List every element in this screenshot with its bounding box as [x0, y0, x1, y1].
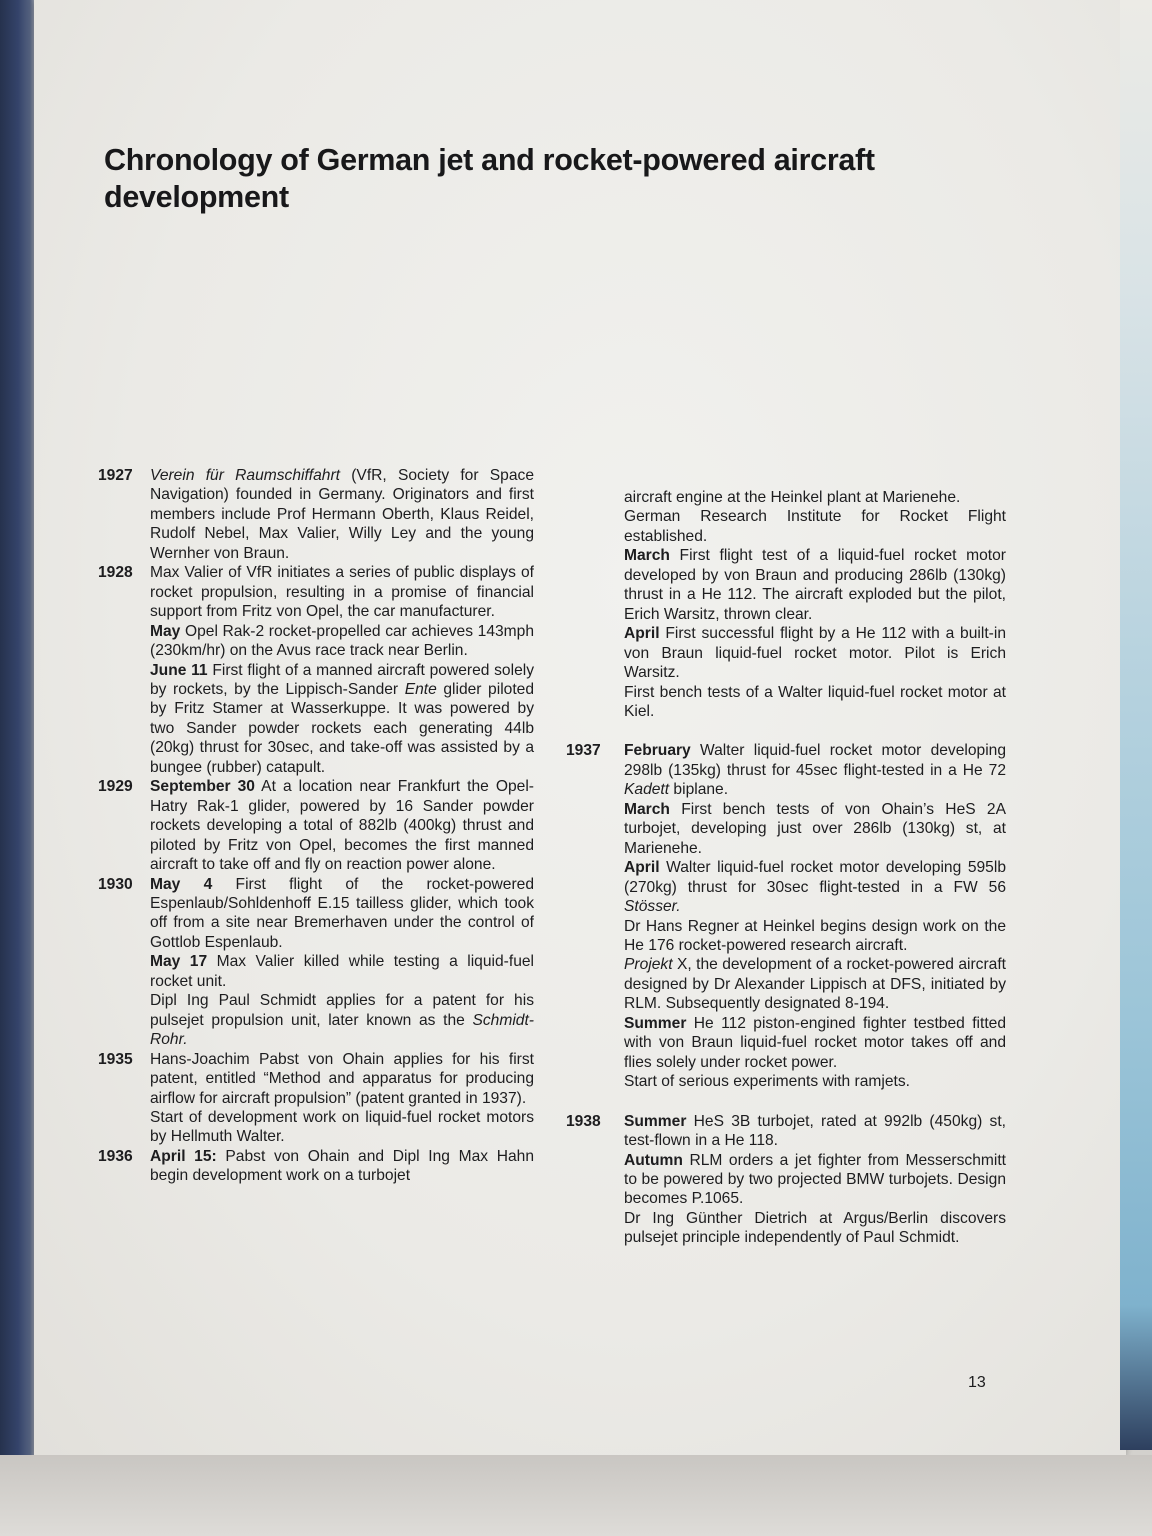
- entry-text: HeS 3B turbojet, rated at 992lb (450kg) st, test-flown in a He 118.: [624, 1112, 1006, 1150]
- italic-term: Stösser.: [624, 898, 681, 916]
- italic-term: Ente: [404, 680, 437, 698]
- entry-paragraph: [624, 488, 1006, 507]
- date-label: April 15:: [150, 1147, 217, 1165]
- entry-text: glider piloted by Fritz Stamer at Wasserkuppe. It was powered by two Sander powder rockets each generating 44lb (20kg) thrust for 30sec, and take-off was assisted by a bungee (rubber) catapult.: [150, 680, 535, 776]
- entry-year: 1936: [98, 1147, 133, 1165]
- entry-paragraph: [150, 991, 534, 1049]
- chronology-entry: [98, 777, 534, 874]
- entry-paragraph: [150, 563, 534, 621]
- entry-paragraph: [624, 1209, 1006, 1248]
- date-label: April: [624, 859, 660, 877]
- date-label: Summer: [624, 1112, 687, 1130]
- entry-text: At a location near Frankfurt the Opel-Hatry Rak-1 glider, powered by 16 Sander powder rockets developing a total of 882lb (400kg) thrust and piloted by Fritz von Opel, becomes the first manned aircraft to take off and fly on reaction power alone.: [150, 778, 534, 874]
- entry-text: Walter liquid-fuel rocket motor developing 298lb (135kg) thrust for 45sec flight-tested in a He 72: [624, 742, 1006, 779]
- entry-paragraph: [624, 1151, 1006, 1209]
- entry-text: Walter liquid-fuel rocket motor developing 595lb (270kg) thrust for 30sec flight-tested in a FW 56: [624, 859, 1006, 896]
- entry-paragraph: [624, 955, 1006, 1013]
- entry-paragraph: [150, 1147, 534, 1186]
- italic-term: Verein für Raumschiffahrt: [150, 467, 341, 484]
- entry-text: Dipl Ing Paul Schmidt applies for a patent for his pulsejet propulsion unit, later known as the: [150, 992, 534, 1029]
- chronology-entry: [98, 1147, 534, 1186]
- entry-paragraph: [150, 466, 534, 563]
- entry-text: German Research Institute for Rocket Flight established.: [624, 508, 1006, 545]
- entry-text: Dr Ing Günther Dietrich at Argus/Berlin discovers pulsejet principle independently of Paul Schmidt.: [624, 1209, 1006, 1247]
- date-label: June 11: [150, 661, 208, 679]
- left-column: [98, 466, 534, 1186]
- chronology-entry: [566, 741, 1006, 1091]
- date-label: May: [150, 622, 181, 640]
- date-label: March: [624, 547, 670, 565]
- entry-body: [624, 741, 1006, 1091]
- entry-text: First bench tests of von Ohain’s HeS 2A turbojet, developing just over 286lb (130kg) st, at Marienehe.: [624, 800, 1006, 857]
- entry-text: RLM orders a jet fighter from Messerschmitt to be powered by two projected BMW turbojets. Design becomes P.1065.: [624, 1151, 1006, 1208]
- chronology-entry: [98, 875, 534, 1050]
- entry-text: Hans-Joachim Pabst von Ohain applies for his first patent, entitled “Method and apparatus for producing airflow for aircraft propulsion” (patent granted in 1937).: [150, 1050, 534, 1107]
- entry-paragraph: [624, 1014, 1006, 1072]
- date-label: May 4: [150, 875, 213, 893]
- entry-paragraph: [624, 800, 1006, 858]
- entry-paragraph: [150, 622, 534, 661]
- entry-year: [566, 488, 624, 721]
- entry-body: [150, 1147, 534, 1186]
- page-number: 13: [968, 1374, 986, 1391]
- entry-text: Dr Hans Regner at Heinkel begins design work on the He 176 rocket-powered research aircraft.: [624, 917, 1006, 954]
- date-label: February: [624, 742, 691, 760]
- entry-paragraph: [624, 624, 1006, 682]
- italic-term: Kadett: [624, 781, 670, 799]
- entry-paragraph: [150, 1050, 534, 1108]
- chronology-entry: [566, 488, 1006, 721]
- entry-paragraph: [150, 875, 534, 953]
- entry-year: 1928: [98, 564, 133, 582]
- date-label: March: [624, 800, 670, 818]
- entry-text: First flight of the rocket-powered Espenlaub/Sohldenhoff E.15 tailless glider, which took off from a site near Bremerhaven under the control of Gottlob Espenlaub.: [150, 875, 534, 951]
- entry-text: Start of development work on liquid-fuel rocket motors by Hellmuth Walter.: [150, 1108, 534, 1146]
- entry-text: biplane.: [669, 781, 729, 799]
- entry-paragraph: [624, 546, 1006, 624]
- entry-year: 1930: [98, 875, 133, 893]
- entry-body: [150, 777, 534, 874]
- entry-paragraph: [624, 858, 1006, 916]
- entry-text: First flight test of a liquid-fuel rocket motor developed by von Braun and producing 286lb (130kg) thrust in a He 112. The aircraft exploded but the pilot, Erich Warsitz, thrown clear.: [624, 547, 1006, 623]
- chronology-entry: [98, 466, 534, 563]
- chronology-entry: [566, 1112, 1006, 1248]
- chronology-entry: [98, 1050, 534, 1147]
- entry-paragraph: [624, 683, 1006, 722]
- entry-paragraph: [624, 507, 1006, 546]
- entry-text: Max Valier killed while testing a liquid-fuel rocket unit.: [150, 953, 535, 990]
- book-cover-edge: [1120, 0, 1152, 1450]
- entry-body: [150, 563, 534, 777]
- date-label: September 30: [150, 778, 255, 796]
- entry-text: First successful flight by a He 112 with a built-in von Braun liquid-fuel rocket motor. Pilot is Erich Warsitz.: [624, 625, 1006, 682]
- entry-paragraph: [624, 741, 1006, 799]
- italic-term: Schmidt-Rohr.: [150, 1011, 534, 1049]
- entry-year: 1935: [98, 1050, 133, 1068]
- entry-text: Max Valier of VfR initiates a series of public displays of rocket propulsion, resulting in a promise of financial support from Fritz von Opel, the car manufacturer.: [150, 564, 534, 621]
- entry-text: (VfR, Society for Space Navigation) founded in Germany. Originators and first members include Prof Hermann Oberth, Klaus Reidel, Rudolf Nebel, Max Valier, Willy Ley and the young Wernher von Braun.: [150, 467, 534, 562]
- page-title: Chronology of German jet and rocket-powered aircraft development: [104, 143, 875, 214]
- date-label: Summer: [624, 1014, 687, 1032]
- entry-paragraph: [624, 917, 1006, 956]
- entry-body: [624, 488, 1006, 721]
- entry-paragraph: [150, 1108, 534, 1147]
- table-surface: [0, 1455, 1152, 1536]
- entry-paragraph: [150, 952, 534, 991]
- entry-body: [150, 466, 534, 563]
- entry-paragraph: [150, 777, 534, 874]
- entry-body: [150, 1050, 534, 1147]
- entry-text: X, the development of a rocket-powered aircraft designed by Dr Alexander Lippisch at DFS, initiated by RLM. Subsequently designated 8-194.: [624, 956, 1006, 1013]
- entry-text: First flight of a manned aircraft powered solely by rockets, by the Lippisch-Sander: [150, 661, 535, 698]
- entry-body: [624, 1112, 1006, 1248]
- entry-year: 1927: [98, 467, 133, 484]
- entry-year: 1929: [98, 778, 133, 796]
- entry-text: Opel Rak-2 rocket-propelled car achieves 143mph (230km/hr) on the Avus race track near Berlin.: [150, 622, 534, 660]
- entry-paragraph: [624, 1112, 1006, 1151]
- entry-text: First bench tests of a Walter liquid-fuel rocket motor at Kiel.: [624, 683, 1006, 720]
- entry-text: He 112 piston-engined fighter testbed fitted with von Braun liquid-fuel rocket motor takes off and flies solely under rocket power.: [624, 1014, 1006, 1071]
- date-label: April: [624, 625, 660, 643]
- entry-paragraph: [150, 661, 534, 778]
- entry-text: Start of serious experiments with ramjets.: [624, 1073, 910, 1091]
- date-label: May 17: [150, 953, 208, 971]
- entry-year: 1937: [566, 742, 601, 760]
- entry-text: aircraft engine at the Heinkel plant at Marienehe.: [624, 489, 961, 506]
- date-label: Autumn: [624, 1151, 683, 1169]
- italic-term: Projekt: [624, 956, 673, 974]
- entry-text: Pabst von Ohain and Dipl Ing Max Hahn begin development work on a turbojet: [150, 1147, 534, 1185]
- entry-paragraph: [624, 1072, 1006, 1091]
- entry-body: [150, 875, 534, 1050]
- entry-year: 1938: [566, 1112, 601, 1130]
- chronology-entry: [98, 563, 534, 777]
- right-column: [566, 488, 1006, 1248]
